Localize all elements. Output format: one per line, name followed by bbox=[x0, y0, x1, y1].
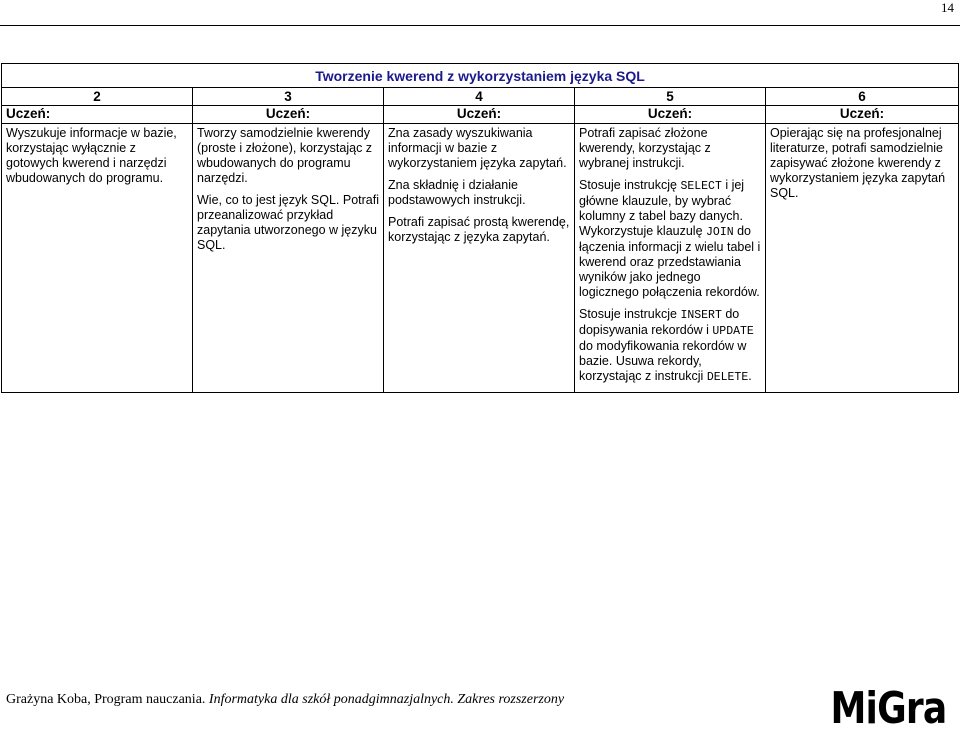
level-number: 4 bbox=[384, 88, 575, 106]
level-2-cell bbox=[2, 124, 193, 393]
requirement-text bbox=[579, 307, 761, 385]
footer-citation bbox=[6, 692, 564, 708]
text-run: i jej główne klauzule, by wybrać kolumny z tabel bazy danych. Wykorzystuje klauzulę bbox=[579, 178, 745, 238]
requirement-text bbox=[579, 178, 761, 300]
sql-keyword: SELECT bbox=[680, 180, 722, 193]
requirement-text: Opierając się na profesjonalnej literaturze, potrafi samodzielnie zapisywać złożone kwerendy z wykorzystaniem języka zapytań SQL. bbox=[770, 126, 946, 200]
sql-keyword: UPDATE bbox=[712, 325, 754, 338]
requirement-text: Zna składnię i działanie podstawowych instrukcji. bbox=[388, 178, 526, 207]
table-title: Tworzenie kwerend z wykorzystaniem języka SQL bbox=[2, 64, 959, 88]
requirement-text: Wyszukuje informacje w bazie, korzystając wyłącznie z gotowych kwerend i narzędzi wbudowanych do programu. bbox=[6, 126, 177, 185]
requirement-text: Wie, co to jest język SQL. Potrafi przeanalizować przykład zapytania utworzonego w języku SQL. bbox=[197, 193, 380, 252]
level-6-cell bbox=[766, 124, 959, 393]
header-rule bbox=[0, 25, 960, 26]
sql-keyword: INSERT bbox=[680, 309, 722, 322]
requirement-text: Zna zasady wyszukiwania informacji w bazie z wykorzystaniem języka zapytań. bbox=[388, 126, 567, 170]
level-number: 5 bbox=[575, 88, 766, 106]
text-run: do dopisywania rekordów i bbox=[579, 307, 740, 337]
text-run: Stosuje instrukcje bbox=[579, 307, 681, 321]
column-header: Uczeń: bbox=[193, 106, 384, 124]
requirement-text: Potrafi zapisać prostą kwerendę, korzystając z języka zapytań. bbox=[388, 215, 570, 244]
text-run: do łączenia informacji z wielu tabel i kwerend oraz przedstawiania wyników jako jednego logicznego połączenia rekordów. bbox=[579, 224, 761, 299]
level-number: 3 bbox=[193, 88, 384, 106]
page-number: 14 bbox=[941, 0, 954, 15]
header-row bbox=[2, 106, 959, 124]
text-run: . bbox=[748, 369, 752, 383]
column-header: Uczeń: bbox=[384, 106, 575, 124]
requirement-text: Tworzy samodzielnie kwerendy (proste i złożone), korzystając z wbudowanych do programu narzędzi. bbox=[197, 126, 373, 185]
text-run: Stosuje instrukcję bbox=[579, 178, 681, 192]
level-3-cell bbox=[193, 124, 384, 393]
title-row bbox=[2, 64, 959, 88]
footer-title: Informatyka dla szkół ponadgimnazjalnych. Zakres rozszerzony bbox=[208, 692, 565, 707]
requirement-text: Potrafi zapisać złożone kwerendy, korzystając z wybranej instrukcji. bbox=[579, 126, 711, 170]
requirements-table bbox=[1, 63, 959, 393]
footer-author: Grażyna Koba, Program nauczania. bbox=[6, 692, 209, 707]
column-header: Uczeń: bbox=[2, 106, 193, 124]
publisher-logo: MiGra bbox=[830, 683, 946, 734]
level-number: 6 bbox=[766, 88, 959, 106]
text-run: do modyfikowania rekordów w bazie. Usuwa rekordy, korzystając z instrukcji bbox=[579, 339, 747, 383]
content-row bbox=[2, 124, 959, 393]
column-header: Uczeń: bbox=[766, 106, 959, 124]
column-header: Uczeń: bbox=[575, 106, 766, 124]
level-number-row bbox=[2, 88, 959, 106]
level-number: 2 bbox=[2, 88, 193, 106]
level-4-cell bbox=[384, 124, 575, 393]
sql-keyword: DELETE bbox=[706, 371, 749, 384]
level-5-cell bbox=[575, 124, 766, 393]
sql-keyword: JOIN bbox=[706, 226, 734, 239]
